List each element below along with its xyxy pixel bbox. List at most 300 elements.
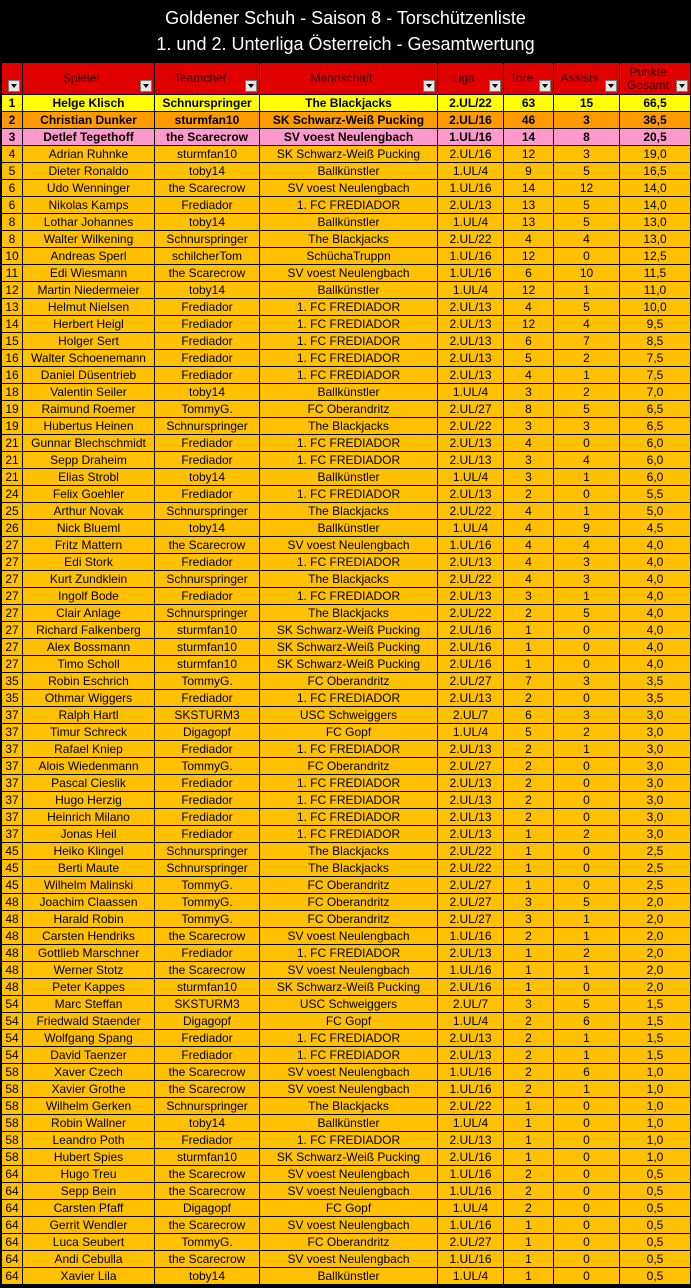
cell-rank: 37 [2, 741, 23, 758]
cell-teamchef: TommyG. [155, 1234, 260, 1251]
table-row [2, 792, 691, 809]
cell-punkte: 4,0 [620, 605, 691, 622]
cell-teamchef: sturmfan10 [155, 1149, 260, 1166]
cell-assists: 0 [554, 435, 620, 452]
cell-assists: 0 [554, 1234, 620, 1251]
cell-spieler: Friedwald Staender [23, 1013, 155, 1030]
cell-liga: 2.UL/16 [438, 656, 504, 673]
cell-assists: 0 [554, 775, 620, 792]
cell-punkte: 36,5 [620, 112, 691, 129]
cell-punkte: 1,0 [620, 1115, 691, 1132]
cell-tore: 2 [504, 1200, 554, 1217]
cell-rank: 6 [2, 180, 23, 197]
cell-tore: 1 [504, 1217, 554, 1234]
cell-teamchef: toby14 [155, 163, 260, 180]
cell-assists: 1 [554, 911, 620, 928]
cell-tore: 3 [504, 996, 554, 1013]
cell-spieler: Fritz Mattern [23, 537, 155, 554]
cell-liga: 2.UL/13 [438, 826, 504, 843]
cell-spieler: Ralph Hartl [23, 707, 155, 724]
column-header-tore: Tore [504, 63, 554, 95]
cell-tore: 4 [504, 231, 554, 248]
cell-tore: 6 [504, 333, 554, 350]
cell-punkte: 4,0 [620, 537, 691, 554]
cell-teamchef: Digagopf [155, 1200, 260, 1217]
cell-teamchef: Schnurspringer [155, 1098, 260, 1115]
table-row [2, 554, 691, 571]
cell-liga: 2.UL/13 [438, 741, 504, 758]
cell-liga: 2.UL/16 [438, 1149, 504, 1166]
cell-mannschaft: Ballkünstler [260, 384, 438, 401]
cell-spieler: Heinrich Milano [23, 809, 155, 826]
cell-assists: 1 [554, 588, 620, 605]
cell-liga: 2.UL/13 [438, 333, 504, 350]
table-row [2, 1064, 691, 1081]
cell-assists: 3 [554, 554, 620, 571]
cell-spieler: Detlef Tegethoff [23, 129, 155, 146]
title-line-2: 1. und 2. Unterliga Österreich - Gesamtwertung [156, 34, 535, 54]
cell-teamchef: toby14 [155, 1268, 260, 1285]
cell-liga: 1.UL/16 [438, 962, 504, 979]
cell-punkte: 2,0 [620, 928, 691, 945]
cell-liga: 2.UL/27 [438, 1234, 504, 1251]
cell-tore: 1 [504, 860, 554, 877]
cell-tore: 8 [504, 401, 554, 418]
table-row [2, 214, 691, 231]
cell-liga: 2.UL/13 [438, 1132, 504, 1149]
cell-mannschaft: FC Oberandritz [260, 758, 438, 775]
cell-tore: 1 [504, 1098, 554, 1115]
cell-punkte: 1,5 [620, 1047, 691, 1064]
cell-assists: 0 [554, 843, 620, 860]
filter-dropdown-icon[interactable] [245, 80, 257, 92]
cell-punkte: 1,0 [620, 1081, 691, 1098]
cell-liga: 1.UL/16 [438, 1081, 504, 1098]
cell-rank: 54 [2, 996, 23, 1013]
table-row [2, 656, 691, 673]
filter-dropdown-icon[interactable] [605, 80, 617, 92]
cell-rank: 27 [2, 537, 23, 554]
cell-spieler: Xavier Lila [23, 1268, 155, 1285]
cell-mannschaft: SV voest Neulengbach [260, 537, 438, 554]
cell-liga: 1.UL/16 [438, 180, 504, 197]
cell-mannschaft: 1. FC FREDIADOR [260, 690, 438, 707]
cell-mannschaft: 1. FC FREDIADOR [260, 316, 438, 333]
cell-punkte: 0,5 [620, 1217, 691, 1234]
table-row [2, 860, 691, 877]
cell-teamchef: Frediador [155, 826, 260, 843]
cell-spieler: Carsten Hendriks [23, 928, 155, 945]
cell-punkte: 3,0 [620, 758, 691, 775]
cell-liga: 1.UL/4 [438, 724, 504, 741]
cell-teamchef: Schnurspringer [155, 860, 260, 877]
cell-tore: 4 [504, 571, 554, 588]
cell-teamchef: toby14 [155, 520, 260, 537]
cell-liga: 1.UL/4 [438, 1200, 504, 1217]
cell-spieler: Hubertus Heinen [23, 418, 155, 435]
cell-spieler: Sepp Bein [23, 1183, 155, 1200]
cell-mannschaft: The Blackjacks [260, 843, 438, 860]
cell-assists: 1 [554, 962, 620, 979]
cell-mannschaft: SV voest Neulengbach [260, 129, 438, 146]
cell-spieler: Timo Scholl [23, 656, 155, 673]
cell-spieler: Elias Strobl [23, 469, 155, 486]
table-row [2, 1183, 691, 1200]
cell-teamchef: toby14 [155, 1115, 260, 1132]
cell-liga: 2.UL/16 [438, 639, 504, 656]
cell-punkte: 1,5 [620, 1013, 691, 1030]
cell-teamchef: Schnurspringer [155, 503, 260, 520]
cell-mannschaft: FC Gopf [260, 1200, 438, 1217]
cell-assists: 3 [554, 418, 620, 435]
cell-spieler: David Taenzer [23, 1047, 155, 1064]
cell-liga: 1.UL/4 [438, 282, 504, 299]
cell-punkte: 66,5 [620, 95, 691, 112]
cell-assists: 5 [554, 214, 620, 231]
table-row [2, 435, 691, 452]
cell-rank: 58 [2, 1132, 23, 1149]
table-row [2, 1013, 691, 1030]
cell-assists: 0 [554, 486, 620, 503]
cell-punkte: 6,5 [620, 401, 691, 418]
cell-mannschaft: Ballkünstler [260, 1268, 438, 1285]
table-row [2, 639, 691, 656]
cell-rank: 37 [2, 775, 23, 792]
table-row [2, 996, 691, 1013]
table-row [2, 894, 691, 911]
cell-mannschaft: Ballkünstler [260, 1115, 438, 1132]
cell-spieler: Othmar Wiggers [23, 690, 155, 707]
cell-mannschaft: 1. FC FREDIADOR [260, 809, 438, 826]
cell-teamchef: the Scarecrow [155, 1064, 260, 1081]
cell-liga: 1.UL/4 [438, 1115, 504, 1132]
cell-punkte: 3,0 [620, 741, 691, 758]
cell-teamchef: the Scarecrow [155, 180, 260, 197]
cell-liga: 2.UL/13 [438, 299, 504, 316]
table-row [2, 1149, 691, 1166]
cell-mannschaft: 1. FC FREDIADOR [260, 486, 438, 503]
cell-spieler: Helge Klisch [23, 95, 155, 112]
cell-teamchef: Frediador [155, 741, 260, 758]
table-row [2, 248, 691, 265]
cell-punkte: 0,5 [620, 1200, 691, 1217]
cell-spieler: Ingolf Bode [23, 588, 155, 605]
cell-punkte: 4,0 [620, 656, 691, 673]
cell-liga: 2.UL/13 [438, 775, 504, 792]
column-header-mannschaft: Mannschaft [260, 63, 438, 95]
cell-mannschaft: 1. FC FREDIADOR [260, 741, 438, 758]
cell-assists: 2 [554, 384, 620, 401]
cell-teamchef: sturmfan10 [155, 112, 260, 129]
cell-spieler: Sepp Draheim [23, 452, 155, 469]
cell-rank: 37 [2, 826, 23, 843]
cell-teamchef: sturmfan10 [155, 622, 260, 639]
cell-rank: 54 [2, 1013, 23, 1030]
cell-mannschaft: SV voest Neulengbach [260, 1081, 438, 1098]
cell-assists: 9 [554, 520, 620, 537]
cell-rank: 12 [2, 282, 23, 299]
table-row [2, 265, 691, 282]
cell-teamchef: Schnurspringer [155, 418, 260, 435]
cell-spieler: Xavier Grothe [23, 1081, 155, 1098]
cell-mannschaft: The Blackjacks [260, 605, 438, 622]
cell-tore: 2 [504, 741, 554, 758]
cell-tore: 1 [504, 639, 554, 656]
table-row [2, 724, 691, 741]
table-row [2, 1200, 691, 1217]
table-row [2, 707, 691, 724]
table-row [2, 469, 691, 486]
cell-teamchef: toby14 [155, 384, 260, 401]
cell-teamchef: Frediador [155, 486, 260, 503]
cell-liga: 2.UL/13 [438, 197, 504, 214]
cell-rank: 37 [2, 792, 23, 809]
cell-assists: 2 [554, 945, 620, 962]
cell-tore: 3 [504, 588, 554, 605]
cell-rank: 21 [2, 469, 23, 486]
cell-tore: 12 [504, 316, 554, 333]
cell-assists: 1 [554, 1081, 620, 1098]
filter-dropdown-icon[interactable] [8, 80, 20, 92]
cell-tore: 46 [504, 112, 554, 129]
cell-assists: 0 [554, 690, 620, 707]
cell-spieler: Martin Niedermeier [23, 282, 155, 299]
cell-punkte: 1,0 [620, 1132, 691, 1149]
cell-spieler: Wilhelm Malinski [23, 877, 155, 894]
cell-tore: 3 [504, 911, 554, 928]
cell-mannschaft: 1. FC FREDIADOR [260, 333, 438, 350]
cell-teamchef: schilcherTom [155, 248, 260, 265]
cell-mannschaft: FC Oberandritz [260, 877, 438, 894]
cell-rank: 4 [2, 146, 23, 163]
cell-teamchef: sturmfan10 [155, 639, 260, 656]
table-row [2, 299, 691, 316]
cell-tore: 4 [504, 367, 554, 384]
cell-spieler: Udo Wenninger [23, 180, 155, 197]
cell-spieler: Helmut Nielsen [23, 299, 155, 316]
cell-liga: 2.UL/13 [438, 350, 504, 367]
cell-teamchef: Digagopf [155, 724, 260, 741]
cell-teamchef: Frediador [155, 690, 260, 707]
cell-spieler: Edi Stork [23, 554, 155, 571]
cell-tore: 4 [504, 299, 554, 316]
cell-tore: 1 [504, 1268, 554, 1285]
cell-punkte: 3,0 [620, 775, 691, 792]
cell-rank: 3 [2, 129, 23, 146]
cell-mannschaft: 1. FC FREDIADOR [260, 435, 438, 452]
table-row [2, 979, 691, 996]
cell-liga: 2.UL/13 [438, 452, 504, 469]
cell-assists: 0 [554, 1115, 620, 1132]
filter-dropdown-icon[interactable] [423, 80, 435, 92]
cell-tore: 1 [504, 979, 554, 996]
cell-spieler: Richard Falkenberg [23, 622, 155, 639]
cell-rank: 15 [2, 333, 23, 350]
cell-mannschaft: SV voest Neulengbach [260, 265, 438, 282]
cell-rank: 48 [2, 928, 23, 945]
cell-liga: 1.UL/16 [438, 265, 504, 282]
cell-liga: 2.UL/22 [438, 605, 504, 622]
table-row [2, 95, 691, 112]
cell-rank: 58 [2, 1149, 23, 1166]
table-row [2, 1081, 691, 1098]
cell-tore: 1 [504, 826, 554, 843]
cell-teamchef: Frediador [155, 1030, 260, 1047]
cell-tore: 1 [504, 622, 554, 639]
cell-punkte: 2,0 [620, 979, 691, 996]
cell-teamchef: Frediador [155, 435, 260, 452]
filter-dropdown-icon[interactable] [140, 80, 152, 92]
cell-spieler: Joachim Claassen [23, 894, 155, 911]
cell-punkte: 3,0 [620, 826, 691, 843]
cell-mannschaft: 1. FC FREDIADOR [260, 1132, 438, 1149]
cell-spieler: Walter Schoenemann [23, 350, 155, 367]
cell-rank: 58 [2, 1098, 23, 1115]
cell-liga: 2.UL/16 [438, 622, 504, 639]
cell-liga: 2.UL/13 [438, 435, 504, 452]
cell-punkte: 6,0 [620, 435, 691, 452]
table-row [2, 180, 691, 197]
scorer-table [1, 62, 691, 1285]
cell-punkte: 6,0 [620, 469, 691, 486]
cell-mannschaft: FC Gopf [260, 724, 438, 741]
filter-dropdown-icon[interactable] [539, 80, 551, 92]
cell-rank: 64 [2, 1200, 23, 1217]
table-row [2, 571, 691, 588]
table-row [2, 112, 691, 129]
cell-punkte: 4,0 [620, 622, 691, 639]
table-row [2, 146, 691, 163]
cell-spieler: Timur Schreck [23, 724, 155, 741]
cell-assists: 0 [554, 1183, 620, 1200]
cell-rank: 64 [2, 1166, 23, 1183]
cell-liga: 2.UL/22 [438, 95, 504, 112]
cell-tore: 12 [504, 282, 554, 299]
cell-mannschaft: 1. FC FREDIADOR [260, 945, 438, 962]
cell-assists: 5 [554, 299, 620, 316]
cell-tore: 1 [504, 843, 554, 860]
table-row [2, 163, 691, 180]
cell-spieler: Leandro Poth [23, 1132, 155, 1149]
cell-assists: 15 [554, 95, 620, 112]
table-row [2, 928, 691, 945]
column-header-spieler: Spieler [23, 63, 155, 95]
cell-teamchef: Schnurspringer [155, 231, 260, 248]
cell-tore: 12 [504, 248, 554, 265]
cell-spieler: Rafael Kniep [23, 741, 155, 758]
cell-spieler: Holger Sert [23, 333, 155, 350]
cell-teamchef: TommyG. [155, 894, 260, 911]
cell-punkte: 3,5 [620, 690, 691, 707]
cell-assists: 7 [554, 333, 620, 350]
cell-mannschaft: SK Schwarz-Weiß Pucking [260, 639, 438, 656]
cell-rank: 13 [2, 299, 23, 316]
cell-rank: 2 [2, 112, 23, 129]
title-line-1: Goldener Schuh - Saison 8 - Torschützenliste [165, 8, 526, 28]
cell-mannschaft: SchüchaTruppn [260, 248, 438, 265]
cell-liga: 2.UL/27 [438, 673, 504, 690]
cell-liga: 1.UL/4 [438, 520, 504, 537]
cell-assists: 0 [554, 1268, 620, 1285]
cell-tore: 13 [504, 214, 554, 231]
cell-tore: 2 [504, 775, 554, 792]
cell-assists: 1 [554, 282, 620, 299]
cell-punkte: 0,5 [620, 1268, 691, 1285]
cell-teamchef: TommyG. [155, 673, 260, 690]
cell-spieler: Raimund Roemer [23, 401, 155, 418]
cell-punkte: 1,0 [620, 1098, 691, 1115]
cell-spieler: Harald Robin [23, 911, 155, 928]
cell-rank: 35 [2, 690, 23, 707]
cell-teamchef: sturmfan10 [155, 656, 260, 673]
cell-teamchef: Frediador [155, 554, 260, 571]
cell-rank: 5 [2, 163, 23, 180]
cell-spieler: Arthur Novak [23, 503, 155, 520]
cell-mannschaft: SV voest Neulengbach [260, 1251, 438, 1268]
cell-assists: 0 [554, 809, 620, 826]
cell-mannschaft: USC Schweiggers [260, 707, 438, 724]
cell-rank: 48 [2, 894, 23, 911]
cell-assists: 3 [554, 146, 620, 163]
cell-punkte: 3,0 [620, 809, 691, 826]
cell-rank: 16 [2, 367, 23, 384]
cell-rank: 26 [2, 520, 23, 537]
table-row [2, 741, 691, 758]
cell-rank: 37 [2, 758, 23, 775]
cell-punkte: 8,5 [620, 333, 691, 350]
cell-punkte: 2,0 [620, 945, 691, 962]
table-row [2, 877, 691, 894]
cell-rank: 45 [2, 877, 23, 894]
cell-liga: 2.UL/13 [438, 486, 504, 503]
cell-punkte: 1,0 [620, 1149, 691, 1166]
page-title [0, 0, 691, 62]
cell-liga: 1.UL/4 [438, 214, 504, 231]
cell-mannschaft: SK Schwarz-Weiß Pucking [260, 979, 438, 996]
cell-mannschaft: SK Schwarz-Weiß Pucking [260, 656, 438, 673]
cell-rank: 37 [2, 809, 23, 826]
cell-mannschaft: Ballkünstler [260, 469, 438, 486]
cell-rank: 8 [2, 231, 23, 248]
cell-teamchef: the Scarecrow [155, 129, 260, 146]
cell-assists: 5 [554, 605, 620, 622]
cell-tore: 1 [504, 1132, 554, 1149]
filter-dropdown-icon[interactable] [489, 80, 501, 92]
cell-punkte: 4,0 [620, 571, 691, 588]
cell-punkte: 1,0 [620, 1064, 691, 1081]
cell-teamchef: Frediador [155, 197, 260, 214]
cell-punkte: 7,5 [620, 350, 691, 367]
table-row [2, 673, 691, 690]
cell-spieler: Alois Wiedenmann [23, 758, 155, 775]
cell-mannschaft: 1. FC FREDIADOR [260, 826, 438, 843]
cell-teamchef: toby14 [155, 282, 260, 299]
cell-punkte: 4,0 [620, 639, 691, 656]
cell-assists: 0 [554, 1132, 620, 1149]
table-row [2, 401, 691, 418]
cell-spieler: Andreas Sperl [23, 248, 155, 265]
cell-tore: 9 [504, 163, 554, 180]
sort-dropdown-icon[interactable] [676, 80, 688, 92]
cell-punkte: 4,0 [620, 588, 691, 605]
cell-rank: 21 [2, 452, 23, 469]
cell-teamchef: Schnurspringer [155, 605, 260, 622]
cell-spieler: Robin Eschrich [23, 673, 155, 690]
cell-tore: 2 [504, 1013, 554, 1030]
cell-mannschaft: FC Oberandritz [260, 1234, 438, 1251]
cell-liga: 2.UL/13 [438, 792, 504, 809]
cell-liga: 2.UL/13 [438, 588, 504, 605]
